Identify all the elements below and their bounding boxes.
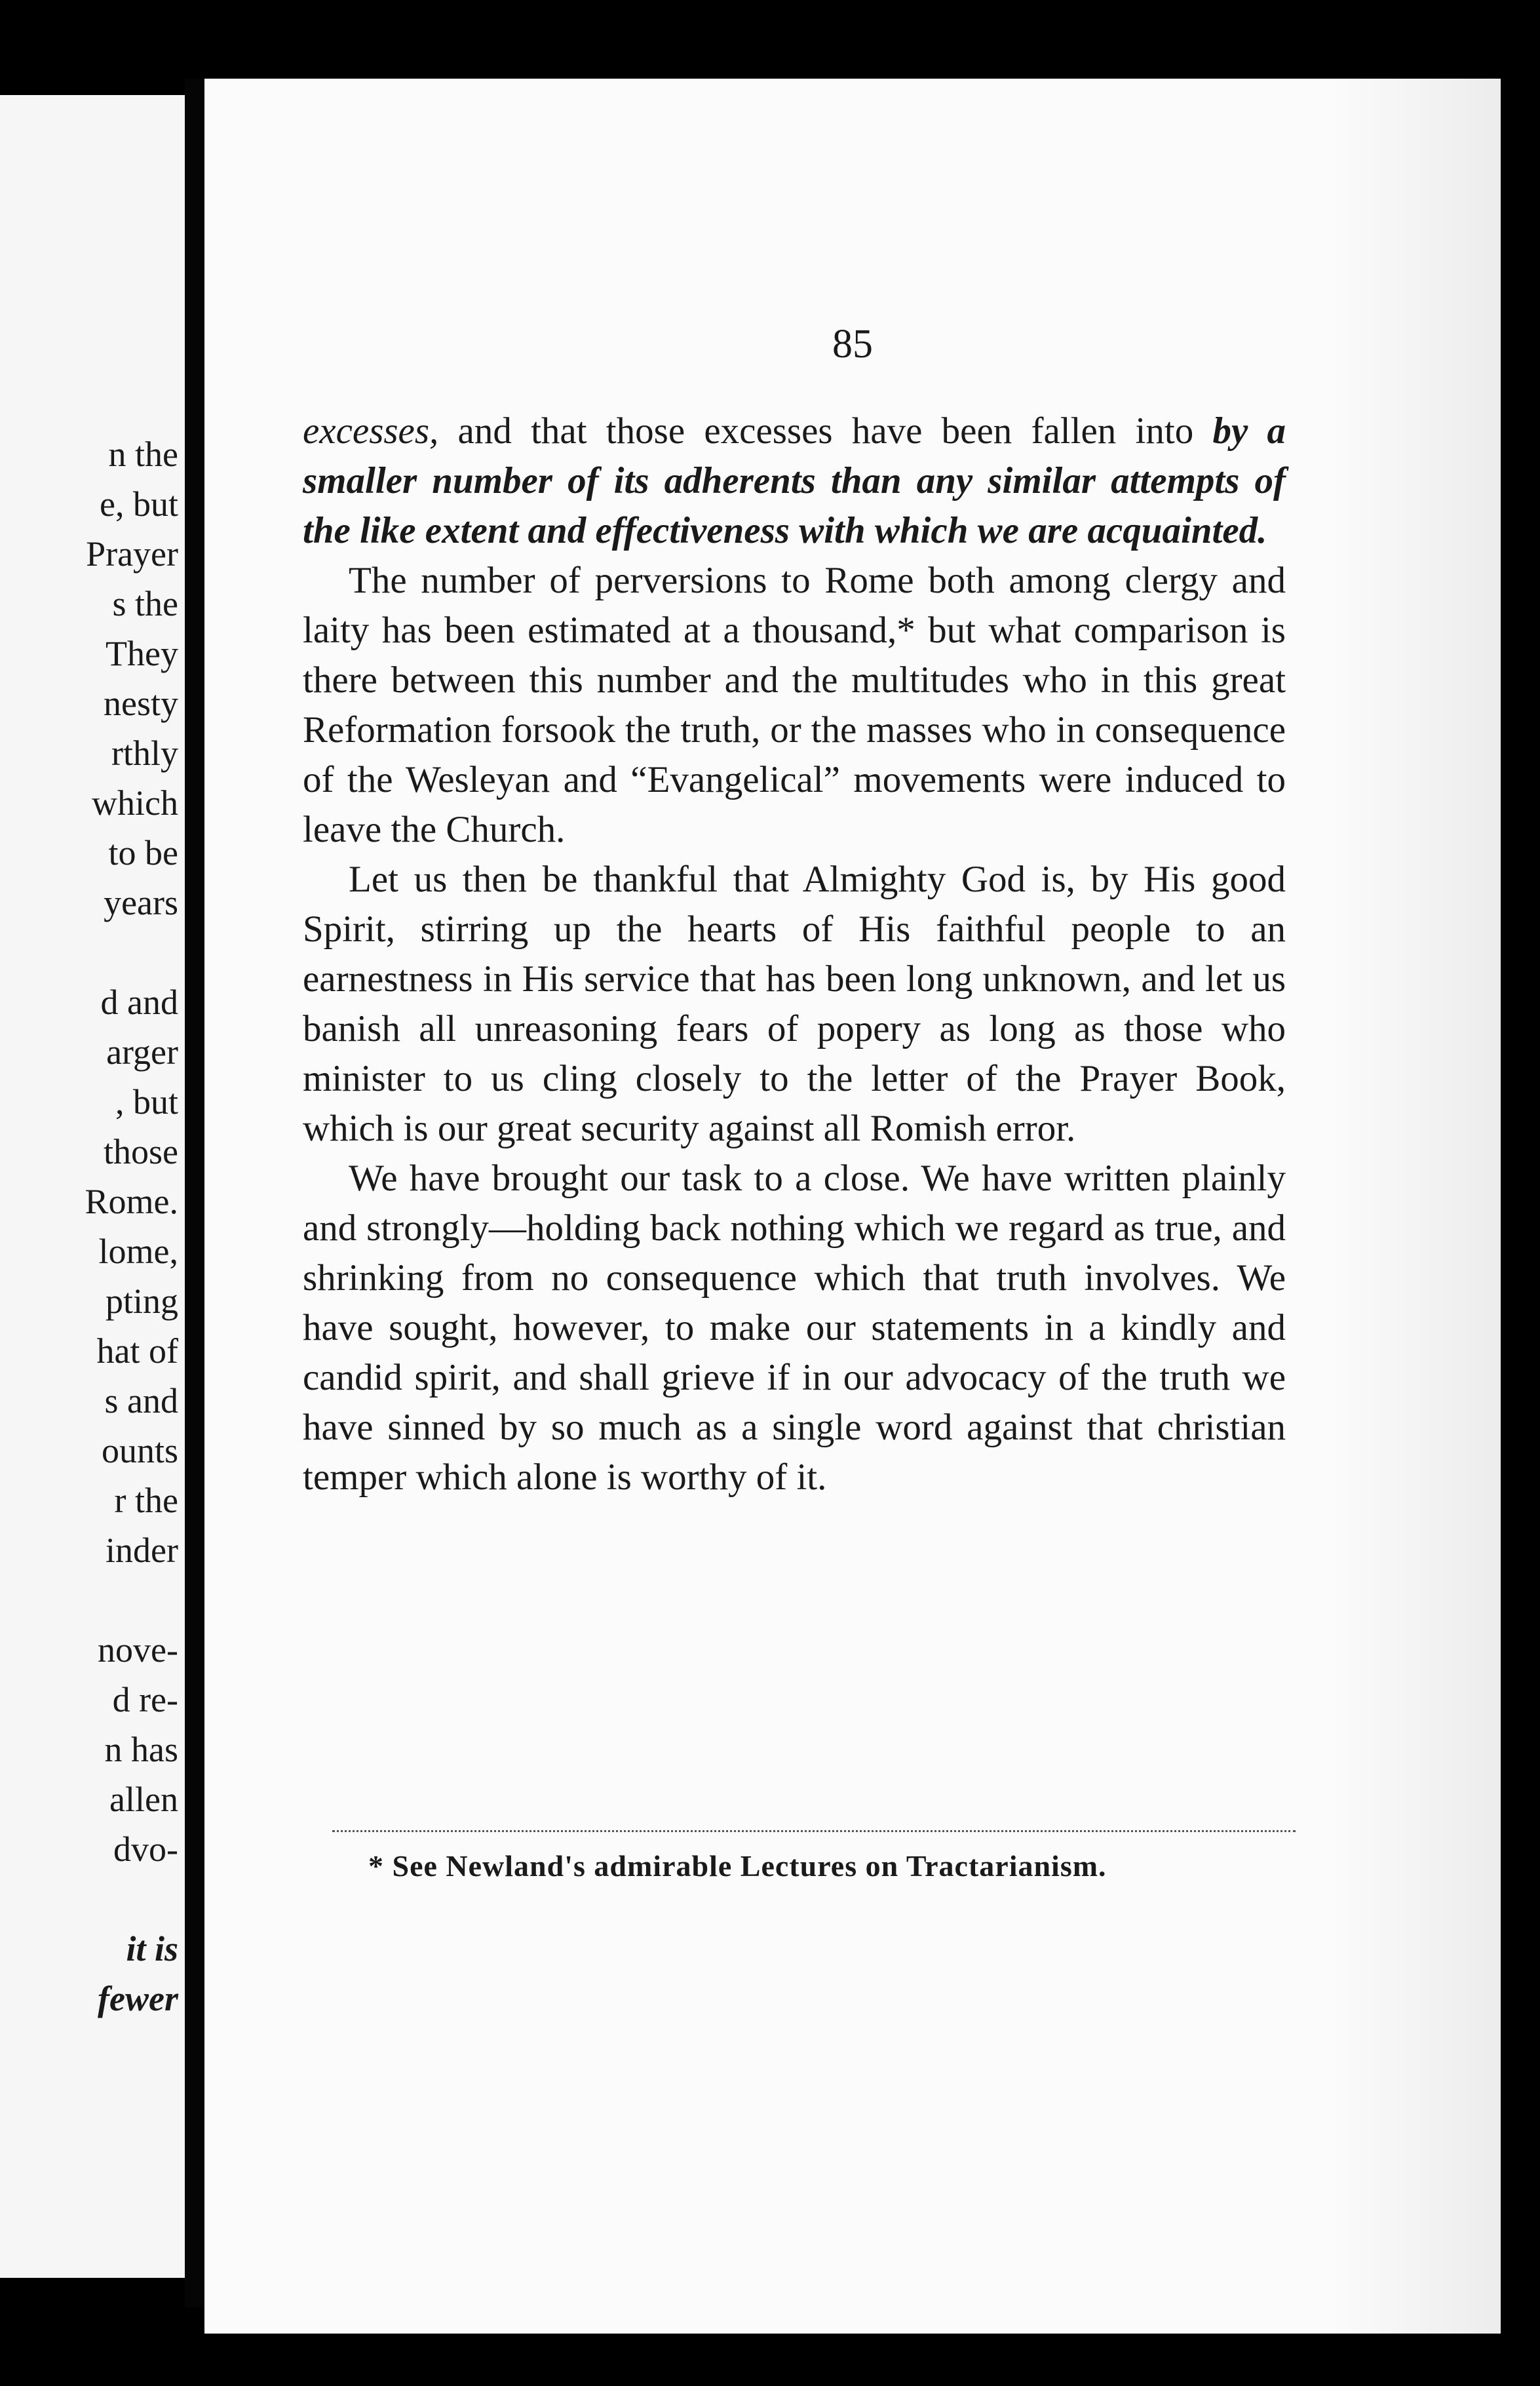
left-page <box>0 95 185 2278</box>
left-page-line: it is <box>126 1929 178 1968</box>
left-page-line: allen <box>109 1780 178 1819</box>
paragraph-2: The number of perversions to Rome both among clergy and laity has been estimated at a thousand,* but what comparison is there between this number and the multitudes who in this great Reformation forsook the truth, or the masses who in consequence of the Wesleyan and “Evangelical” movements were induced to leave the Church. <box>303 560 1286 850</box>
page-number: 85 <box>832 322 873 366</box>
footnote-rule <box>332 1830 1296 1832</box>
footnote: * See Newland's admirable Lectures on Tractarianism. <box>368 1849 1107 1883</box>
left-page-text <box>85 429 179 2024</box>
left-page-line: lome, <box>98 1232 178 1271</box>
left-page-line: n has <box>104 1730 178 1769</box>
left-page-line: years <box>104 883 178 922</box>
left-page-line: d re- <box>112 1680 178 1719</box>
paragraph-4: We have brought our task to a close. We have written plainly and strongly—holding back nothing which we regard as true, and shrinking from no consequence which that truth involves. We have sought, however, to make our statements in a kindly and candid spirit, and shall grieve if in our advocacy of the truth we have sinned by so much as a single word against that christian temper which alone is worthy of it. <box>303 1158 1286 1498</box>
right-page <box>204 79 1501 2334</box>
paragraph-1-run-3: by a smaller number of its adherents than any similar attempts of the like extent and effectiveness with which we are acquainted. <box>303 410 1286 551</box>
left-page-line: They <box>106 634 178 673</box>
body-text <box>303 406 1286 1502</box>
left-page-line: d and <box>100 983 178 1022</box>
left-page-line: e, but <box>100 484 178 524</box>
book-binding <box>185 79 204 2307</box>
left-page-line: Prayer <box>86 534 178 574</box>
left-page-line: r the <box>114 1481 178 1520</box>
paragraph-1-run-1: excesses, <box>303 410 439 452</box>
left-page-line <box>85 1575 179 1625</box>
left-page-line: s and <box>104 1381 178 1420</box>
left-page-line: rthly <box>111 733 178 773</box>
left-page-line: fewer <box>98 1979 178 2018</box>
left-page-line: those <box>104 1132 178 1171</box>
left-page-line: dvo- <box>113 1829 178 1869</box>
left-page-line: pting <box>105 1281 178 1321</box>
paragraph-1 <box>303 406 1286 556</box>
left-page-line: Rome. <box>85 1182 178 1221</box>
left-page-line <box>85 928 179 977</box>
left-page-line: hat of <box>96 1331 178 1371</box>
paragraph-3: Let us then be thankful that Almighty God is, by His good Spirit, stirring up the hearts of His faithful people to an earnestness in His service that has been long unknown, and let us banish all unreasoning fears of popery as long as those who minister to us cling closely to the letter of the Prayer Book, which is our great security against all Romish error. <box>303 859 1286 1149</box>
left-page-line: , but <box>115 1082 178 1122</box>
left-page-line: ounts <box>101 1431 178 1470</box>
paragraph-1-run-2: and that those excesses have been fallen into <box>438 410 1213 452</box>
left-page-line: which <box>92 783 178 823</box>
left-page-line: arger <box>106 1032 178 1072</box>
left-page-line: n the <box>108 435 178 474</box>
left-page-line: inder <box>106 1531 178 1570</box>
left-page-line: s the <box>112 584 178 623</box>
left-page-line <box>85 1874 179 1924</box>
left-page-line: nove- <box>98 1630 178 1670</box>
left-page-line: to be <box>108 833 178 872</box>
left-page-line: nesty <box>104 684 178 723</box>
